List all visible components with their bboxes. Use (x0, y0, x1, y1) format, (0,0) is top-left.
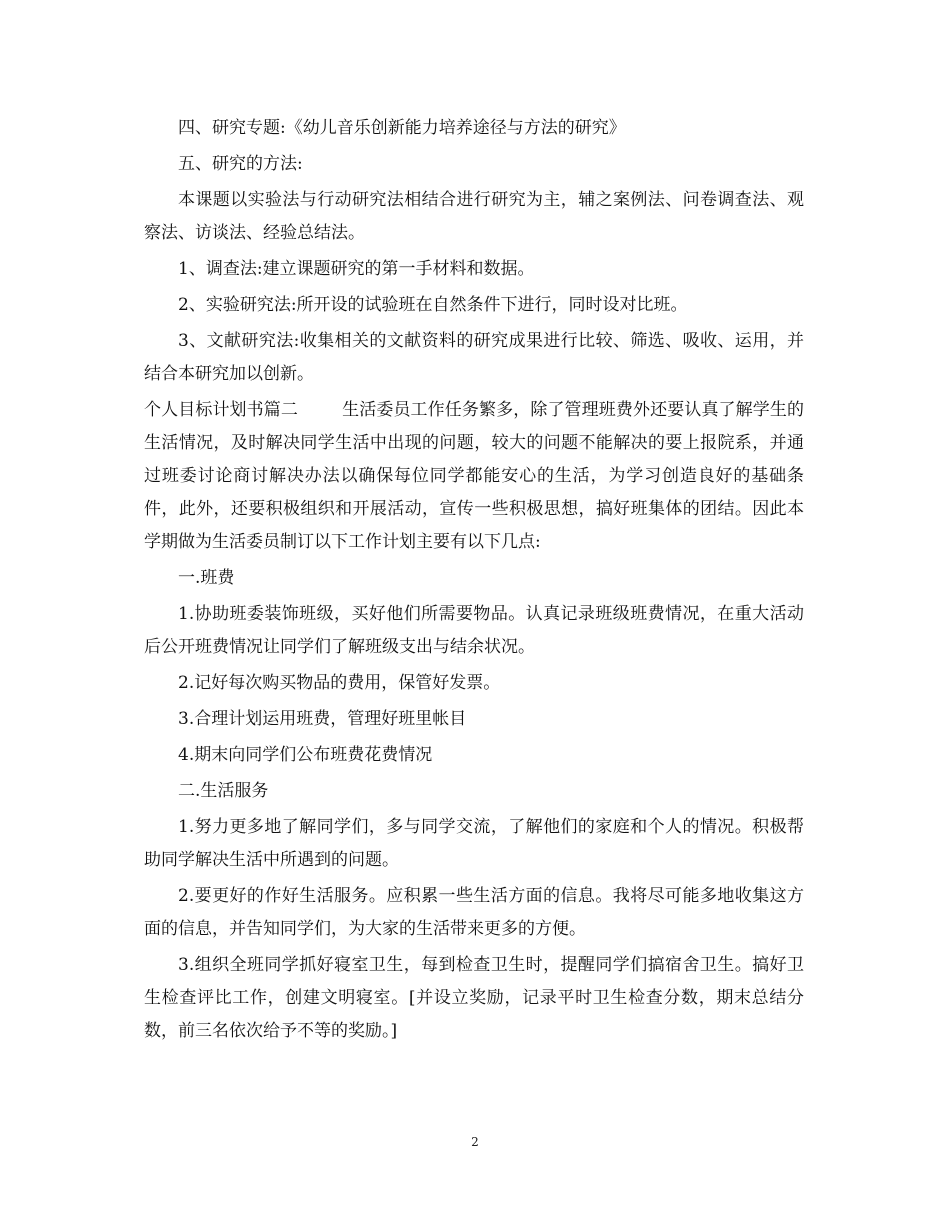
paragraph-life-service-item-2: 2.要更好的作好生活服务。应积累一些生活方面的信息。我将尽可能多地收集这方面的信息，并告知同学们，为大家的生活带来更多的方便。 (144, 886, 804, 939)
paragraph-life-service-item-3: 3.组织全班同学抓好寝室卫生，每到检查卫生时，提醒同学们搞宿舍卫生。搞好卫生检查评比工作，创建文明寝室。[并设立奖励，记录平时卫生检查分数，期末总结分数，前三名依次给予不等的奖励。] (144, 955, 804, 1041)
paragraph-experiment-method: 2、实验研究法:所开设的试验班在自然条件下进行，同时设对比班。 (178, 295, 688, 315)
paragraph-research-methods-heading: 五、研究的方法: (178, 154, 303, 174)
paragraph-class-fee-item-2: 2.记好每次购买物品的费用，保管好发票。 (178, 673, 501, 693)
paragraph-survey-method: 1、调查法:建立课题研究的第一手材料和数据。 (178, 259, 535, 279)
paragraph-life-service-item-1: 1.努力更多地了解同学们，多与同学交流，了解他们的家庭和个人的情况。积极帮助同学解决生活中所遇到的问题。 (144, 817, 804, 870)
paragraph-literature-method: 3、文献研究法:收集相关的文献资料的研究成果进行比较、筛选、吸收、运用，并结合本研究加以创新。 (144, 331, 804, 384)
paragraph-life-service-heading: 二.生活服务 (178, 781, 269, 801)
paragraph-plan-two (144, 394, 804, 559)
page-number: 2 (471, 1135, 479, 1149)
paragraph-research-methods: 本课题以实验法与行动研究法相结合进行研究为主，辅之案例法、问卷调查法、观察法、访谈法、经验总结法。 (144, 190, 804, 243)
section-heading-plan-two: 个人目标计划书篇二 (144, 400, 298, 420)
paragraph-class-fee-item-4: 4.期末向同学们公布班费花费情况 (178, 745, 433, 765)
paragraph-research-topic: 四、研究专题:《幼儿音乐创新能力培养途径与方法的研究》 (178, 118, 626, 138)
paragraph-class-fee-heading: 一.班费 (178, 568, 235, 588)
plan-two-intro-text: 生活委员工作任务繁多，除了管理班费外还要认真了解学生的生活情况，及时解决同学生活中出现的问题，较大的问题不能解决的要上报院系，并通过班委讨论商讨解决办法以确保每位同学都能安心的生活，为学习创造良好的基础条件，此外，还要积极组织和开展活动，宣传一些积极思想，搞好班集体的团结。因此本学期做为生活委员制订以下工作计划主要有以下几点: (144, 400, 804, 552)
paragraph-class-fee-item-3: 3.合理计划运用班费，管理好班里帐目 (178, 709, 467, 729)
paragraph-class-fee-item-1: 1.协助班委装饰班级，买好他们所需要物品。认真记录班级班费情况，在重大活动后公开班费情况让同学们了解班级支出与结余状况。 (144, 604, 804, 657)
document-body (144, 112, 804, 1051)
